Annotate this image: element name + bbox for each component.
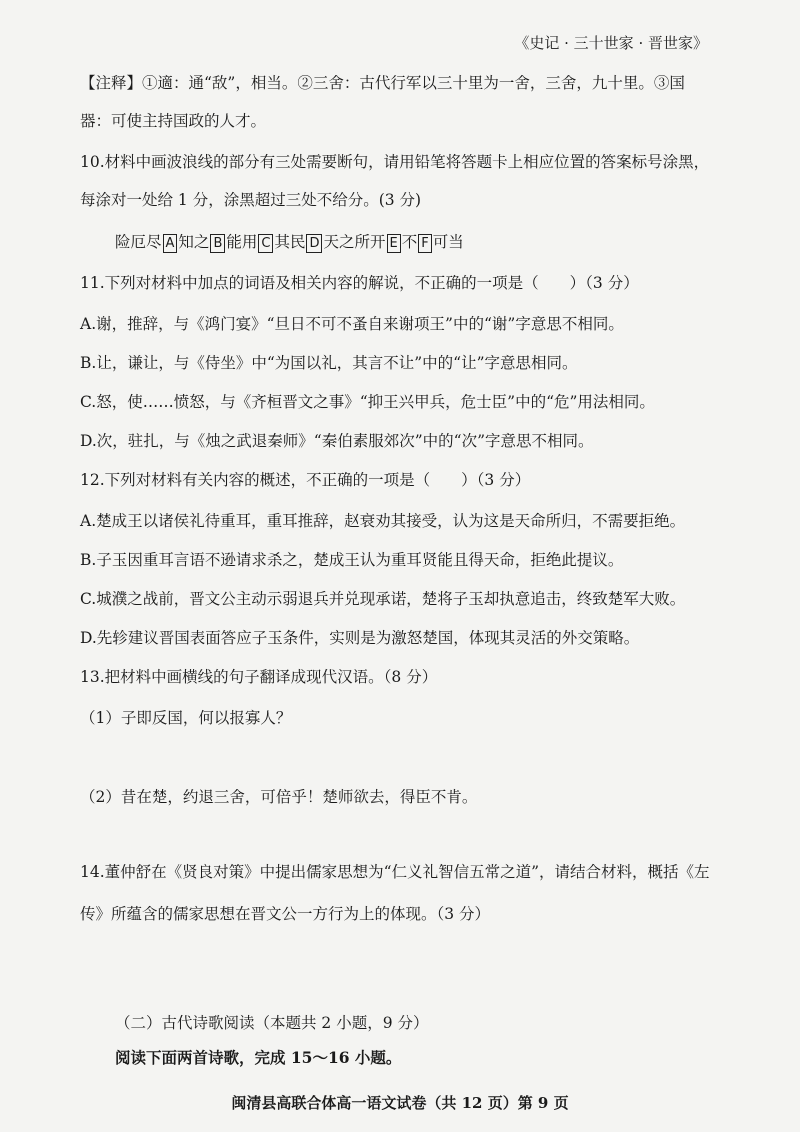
page-footer: 闽清县高联合体高一语文试卷（共 12 页）第 9 页 bbox=[231, 1094, 569, 1112]
question-13-stem: 13.把材料中画横线的句子翻译成现代汉语。（8 分） bbox=[80, 668, 438, 686]
question-13-item-2: （2）昔在楚，约退三舍，可倍乎！楚师欲去，得臣不肯。 bbox=[80, 788, 478, 806]
passage-segment: 知之 bbox=[178, 233, 210, 251]
question-11-option-d: D.次，驻扎，与《烛之武退秦师》“秦伯素服郊次”中的“次”字意思不相同。 bbox=[80, 432, 594, 450]
question-10-stem-cont: 每涂对一处给 1 分，涂黑超过三处不给分。(3 分) bbox=[80, 191, 422, 209]
break-option-b[interactable]: B bbox=[210, 234, 225, 253]
break-option-a[interactable]: A bbox=[163, 234, 178, 253]
question-12-option-b: B.子玉因重耳言语不逊请求杀之，楚成王认为重耳贤能且得天命，拒绝此提议。 bbox=[80, 551, 624, 569]
question-11-option-a: A.谢，推辞，与《鸿门宴》“旦日不可不蚤自来谢项王”中的“谢”字意思不相同。 bbox=[80, 315, 624, 333]
break-option-f[interactable]: F bbox=[418, 234, 431, 253]
section-2-instruction: 阅读下面两首诗歌，完成 15～16 小题。 bbox=[115, 1048, 402, 1067]
passage-segment: 其民 bbox=[274, 233, 306, 251]
question-13-item-1: （1）子即反国，何以报寡人？ bbox=[80, 709, 292, 727]
question-14-stem: 14.董仲舒在《贤良对策》中提出儒家思想为“仁义礼智信五常之道”，请结合材料，概括《左 bbox=[80, 863, 710, 881]
break-option-e[interactable]: E bbox=[387, 234, 401, 253]
passage-segment: 不 bbox=[401, 233, 418, 251]
notes-line-2: 器：可使主持国政的人才。 bbox=[80, 112, 267, 130]
section-2-title: （二）古代诗歌阅读（本题共 2 小题，9 分） bbox=[115, 1014, 429, 1032]
break-option-d[interactable]: D bbox=[306, 234, 322, 253]
question-12-option-a: A.楚成王以诸侯礼待重耳，重耳推辞，赵衰劝其接受，认为这是天命所归，不需要拒绝。 bbox=[80, 512, 686, 530]
break-option-c[interactable]: C bbox=[258, 234, 273, 253]
question-11-option-c: C.怒，使……愤怒，与《齐桓晋文之事》“抑王兴甲兵，危士臣”中的“危”用法相同。 bbox=[80, 393, 655, 411]
passage-segment: 能用 bbox=[226, 233, 258, 251]
notes-line-1: 【注释】①適：通“敌”，相当。②三舍：古代行军以三十里为一舍，三舍，九十里。③国 bbox=[80, 74, 685, 92]
passage-segment: 天之所开 bbox=[323, 233, 386, 251]
question-12-option-c: C.城濮之战前，晋文公主动示弱退兵并兑现承诺，楚将子玉却执意追击，终致楚军大败。 bbox=[80, 590, 686, 608]
sentence-break-passage bbox=[115, 231, 464, 253]
question-11-stem: 11.下列对材料中加点的词语及相关内容的解说，不正确的一项是（ ）（3 分） bbox=[80, 274, 639, 292]
passage-segment: 险厄尽 bbox=[115, 233, 162, 251]
question-14-stem-cont: 传》所蕴含的儒家思想在晋文公一方行为上的体现。（3 分） bbox=[80, 905, 491, 923]
passage-segment: 可当 bbox=[432, 233, 464, 251]
question-12-stem: 12.下列对材料有关内容的概述，不正确的一项是（ ）（3 分） bbox=[80, 471, 531, 489]
question-10-stem: 10.材料中画波浪线的部分有三处需要断句，请用铅笔将答题卡上相应位置的答案标号涂黑， bbox=[80, 153, 710, 171]
question-12-option-d: D.先轸建议晋国表面答应子玉条件，实则是为激怒楚国，体现其灵活的外交策略。 bbox=[80, 629, 640, 647]
source-citation: 《史记 · 三十世家 · 晋世家》 bbox=[514, 34, 708, 52]
question-11-option-b: B.让，谦让，与《侍坐》中“为国以礼，其言不让”中的“让”字意思相同。 bbox=[80, 354, 578, 372]
